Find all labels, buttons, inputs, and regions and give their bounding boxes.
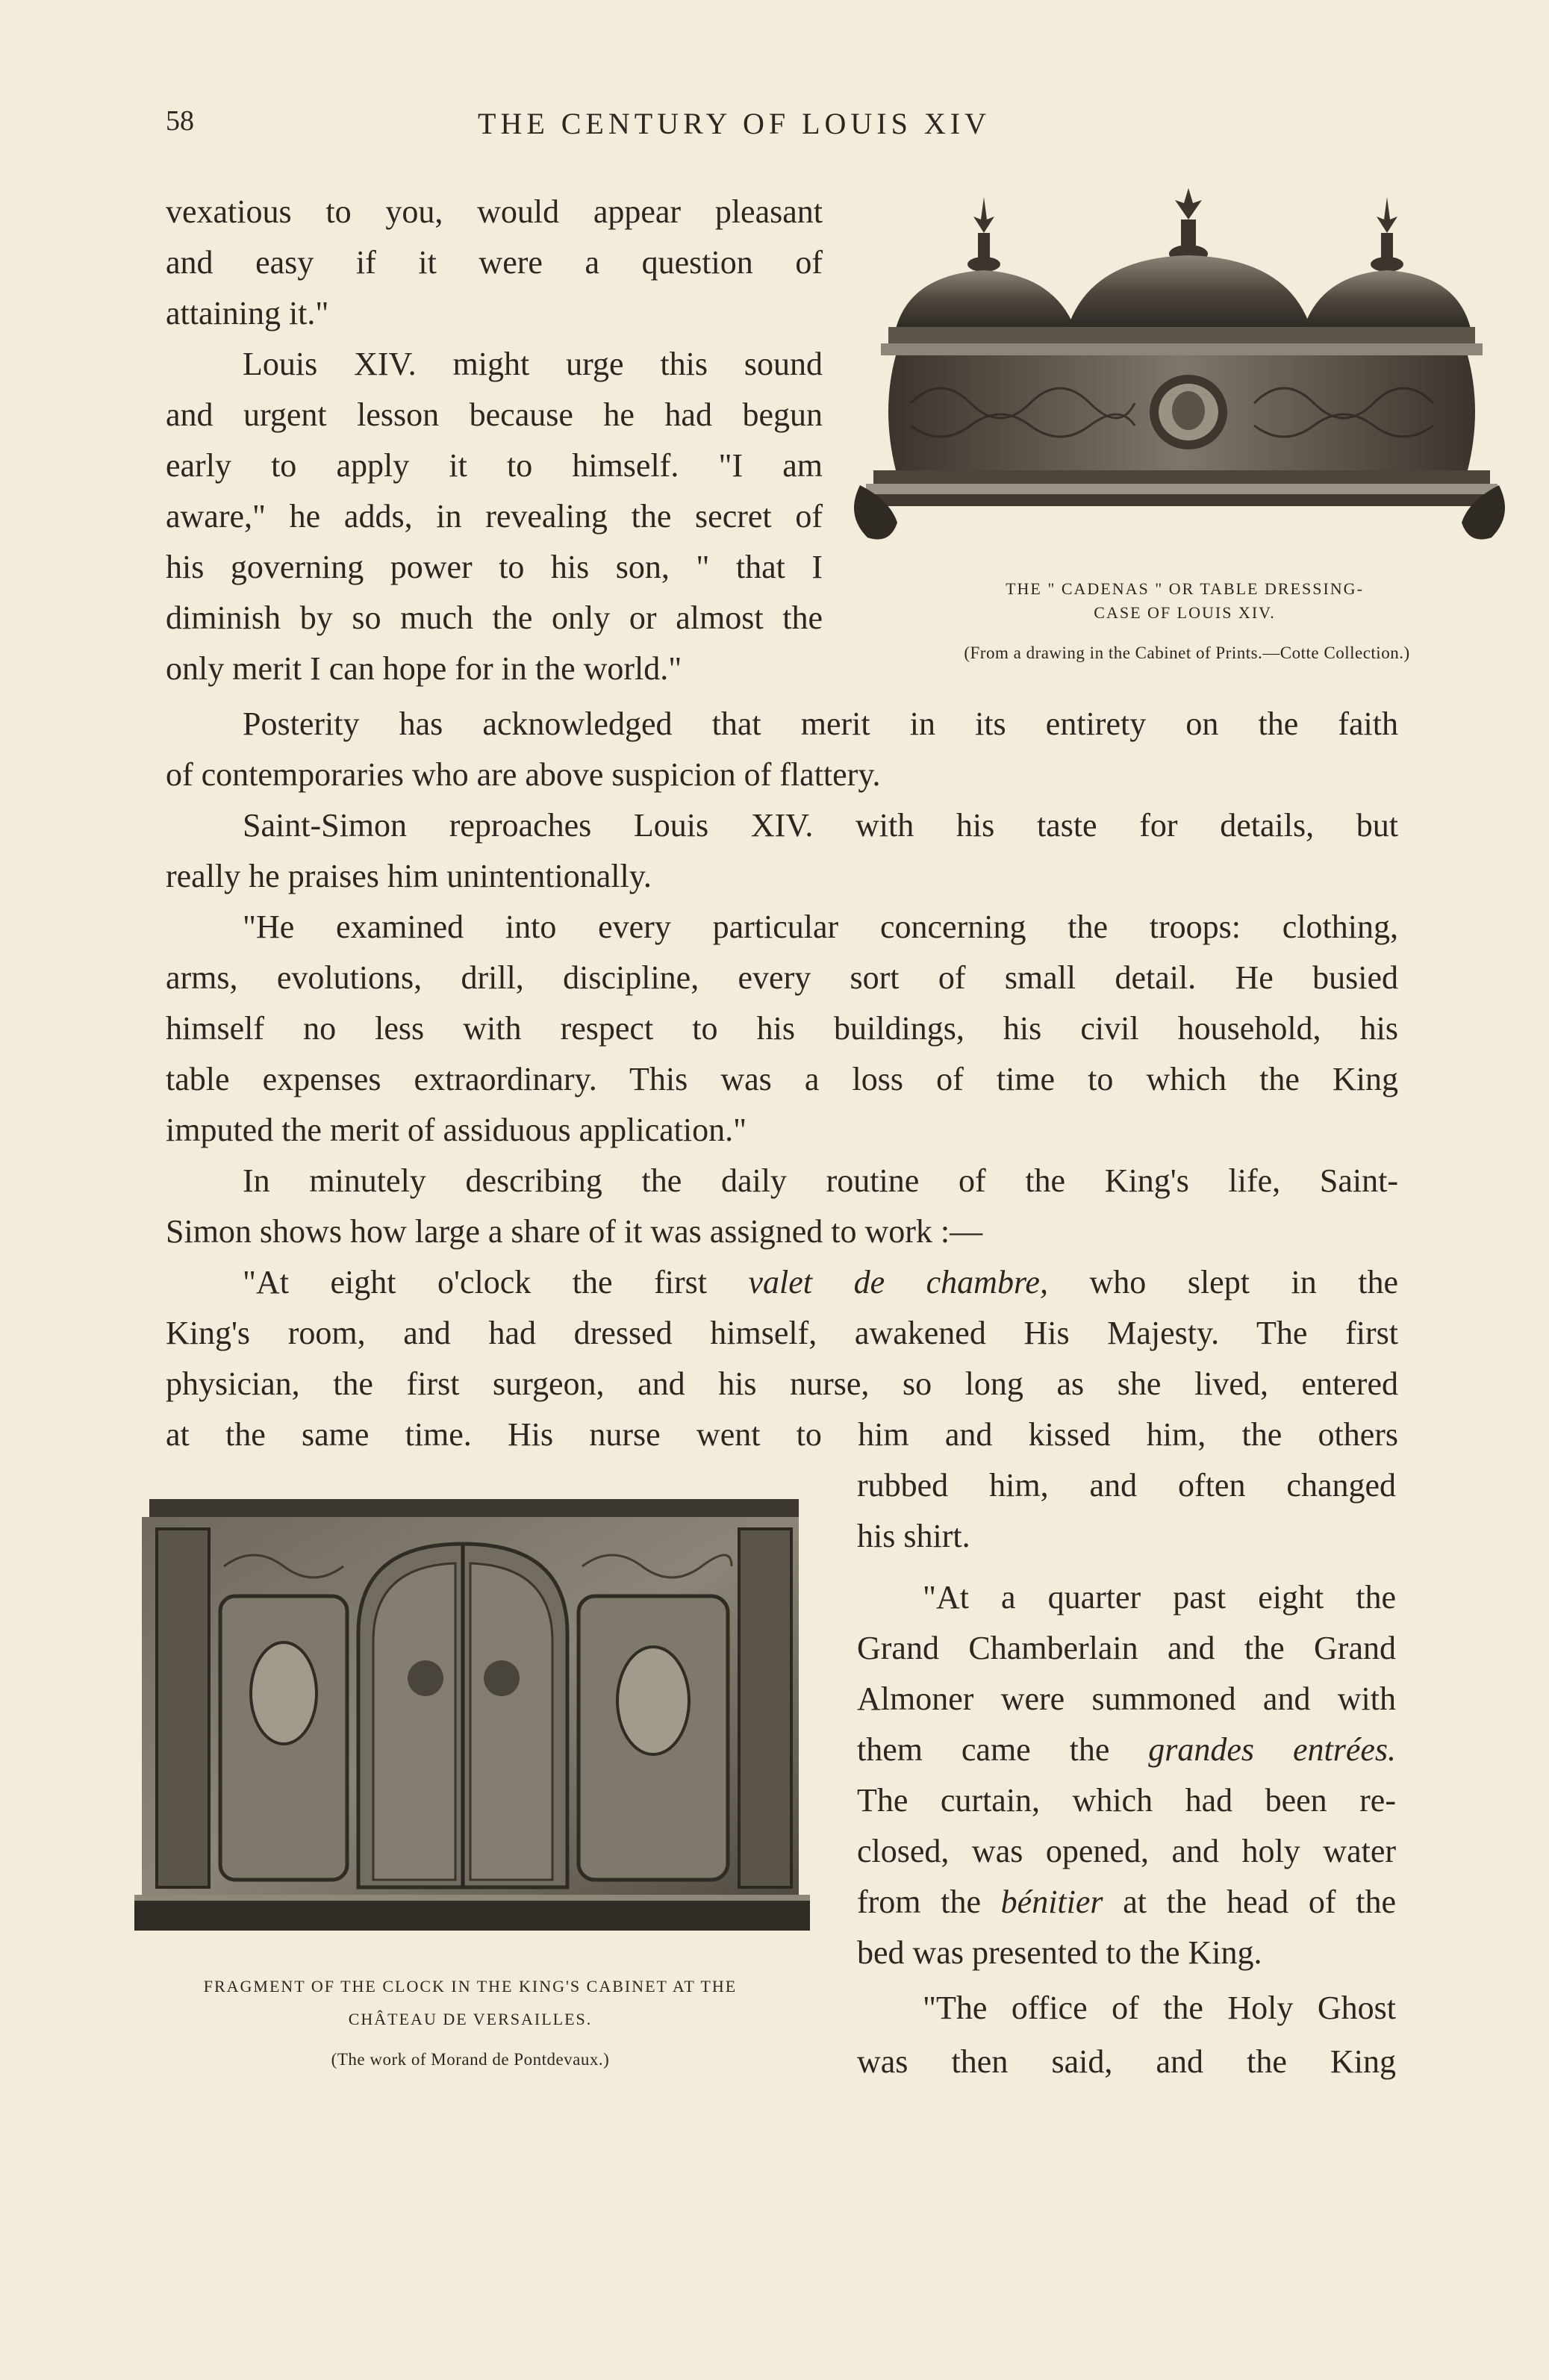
- text-line: Louis XIV. might urge this sound: [243, 346, 823, 382]
- dressing-case-caption-line2: CASE OF LOUIS XIV.: [1094, 603, 1276, 622]
- text-line: "He examined into every particular concerning the troops: clothing,: [243, 909, 1398, 945]
- dressing-case-drawing: [851, 187, 1508, 605]
- text-line: imputed the merit of assiduous application.": [166, 1112, 747, 1148]
- clock-cabinet-illustration: [134, 1499, 810, 1940]
- text-line: at the same time. His nurse went to him and kissed him, the others: [166, 1416, 1398, 1453]
- dressing-case-credit: (From a drawing in the Cabinet of Prints.—Cotte Collection.): [964, 644, 1410, 662]
- text-line: Almoner were summoned and with: [857, 1680, 1396, 1717]
- running-title: THE CENTURY OF LOUIS XIV: [478, 107, 991, 140]
- italic-term: bénitier: [1000, 1884, 1103, 1920]
- text-line-mixed: [857, 1728, 1396, 1772]
- text-line: really he praises him unintentionally.: [166, 858, 652, 894]
- text-line: "The office of the Holy Ghost: [923, 1990, 1396, 2026]
- text-line: and urgent lesson because he had begun: [166, 396, 823, 433]
- italic-term: grandes entrées.: [1148, 1731, 1397, 1768]
- text-line-mixed: [857, 1880, 1396, 1925]
- text-run: at the head of the: [1103, 1884, 1396, 1920]
- text-run: "At eight o'clock the first: [243, 1264, 749, 1300]
- clock-cabinet-photo: [134, 1499, 810, 1940]
- text-line-mixed: [243, 1260, 1398, 1305]
- text-line: In minutely describing the daily routine of the King's life, Saint-: [243, 1162, 1398, 1199]
- text-run: them came the: [857, 1731, 1149, 1768]
- text-line: and easy if it were a question of: [166, 244, 823, 281]
- text-line: physician, the first surgeon, and his nurse, so long as she lived, entered: [166, 1365, 1398, 1402]
- text-line: Posterity has acknowledged that merit in its entirety on the faith: [243, 705, 1398, 742]
- text-line: King's room, and had dressed himself, awakened His Majesty. The first: [166, 1315, 1398, 1351]
- text-line: bed was presented to the King.: [857, 1934, 1262, 1971]
- italic-term: valet de chambre,: [748, 1264, 1048, 1300]
- dressing-case-illustration: [851, 187, 1508, 605]
- page-number: 58: [166, 105, 194, 137]
- clock-cabinet-caption-line2: CHÂTEAU DE VERSAILLES.: [348, 2010, 593, 2028]
- text-line: aware," he adds, in revealing the secret of: [166, 498, 823, 535]
- text-line: closed, was opened, and holy water: [857, 1833, 1396, 1869]
- text-line: The curtain, which had been re-: [857, 1782, 1396, 1819]
- text-line: himself no less with respect to his buildings, his civil household, his: [166, 1010, 1398, 1047]
- text-line: Saint-Simon reproaches Louis XIV. with his taste for details, but: [243, 807, 1398, 844]
- clock-cabinet-caption-line1: FRAGMENT OF THE CLOCK IN THE KING'S CABINET AT THE: [203, 1977, 738, 1996]
- text-line: early to apply it to himself. "I am: [166, 447, 823, 484]
- text-line: attaining it.": [166, 295, 329, 331]
- text-line: arms, evolutions, drill, discipline, every sort of small detail. He busied: [166, 959, 1398, 996]
- text-run: who slept in the: [1047, 1264, 1399, 1300]
- text-line: Grand Chamberlain and the Grand: [857, 1630, 1396, 1666]
- text-line: his governing power to his son, " that I: [166, 549, 823, 585]
- text-line: diminish by so much the only or almost the: [166, 599, 823, 636]
- text-line: vexatious to you, would appear pleasant: [166, 193, 823, 230]
- text-line: table expenses extraordinary. This was a loss of time to which the King: [166, 1061, 1398, 1097]
- text-line: his shirt.: [857, 1518, 970, 1554]
- text-run: from the: [857, 1884, 1001, 1920]
- text-line: only merit I can hope for in the world.": [166, 650, 682, 687]
- clock-cabinet-credit: (The work of Morand de Pontdevaux.): [331, 2050, 610, 2069]
- text-line: Simon shows how large a share of it was assigned to work :—: [166, 1213, 983, 1250]
- text-line: of contemporaries who are above suspicion of flattery.: [166, 756, 881, 793]
- text-line: "At a quarter past eight the: [923, 1579, 1396, 1616]
- dressing-case-caption-line1: THE " CADENAS " OR TABLE DRESSING-: [1006, 579, 1364, 598]
- text-line: rubbed him, and often changed: [857, 1467, 1396, 1504]
- text-line: was then said, and the King: [857, 2043, 1396, 2080]
